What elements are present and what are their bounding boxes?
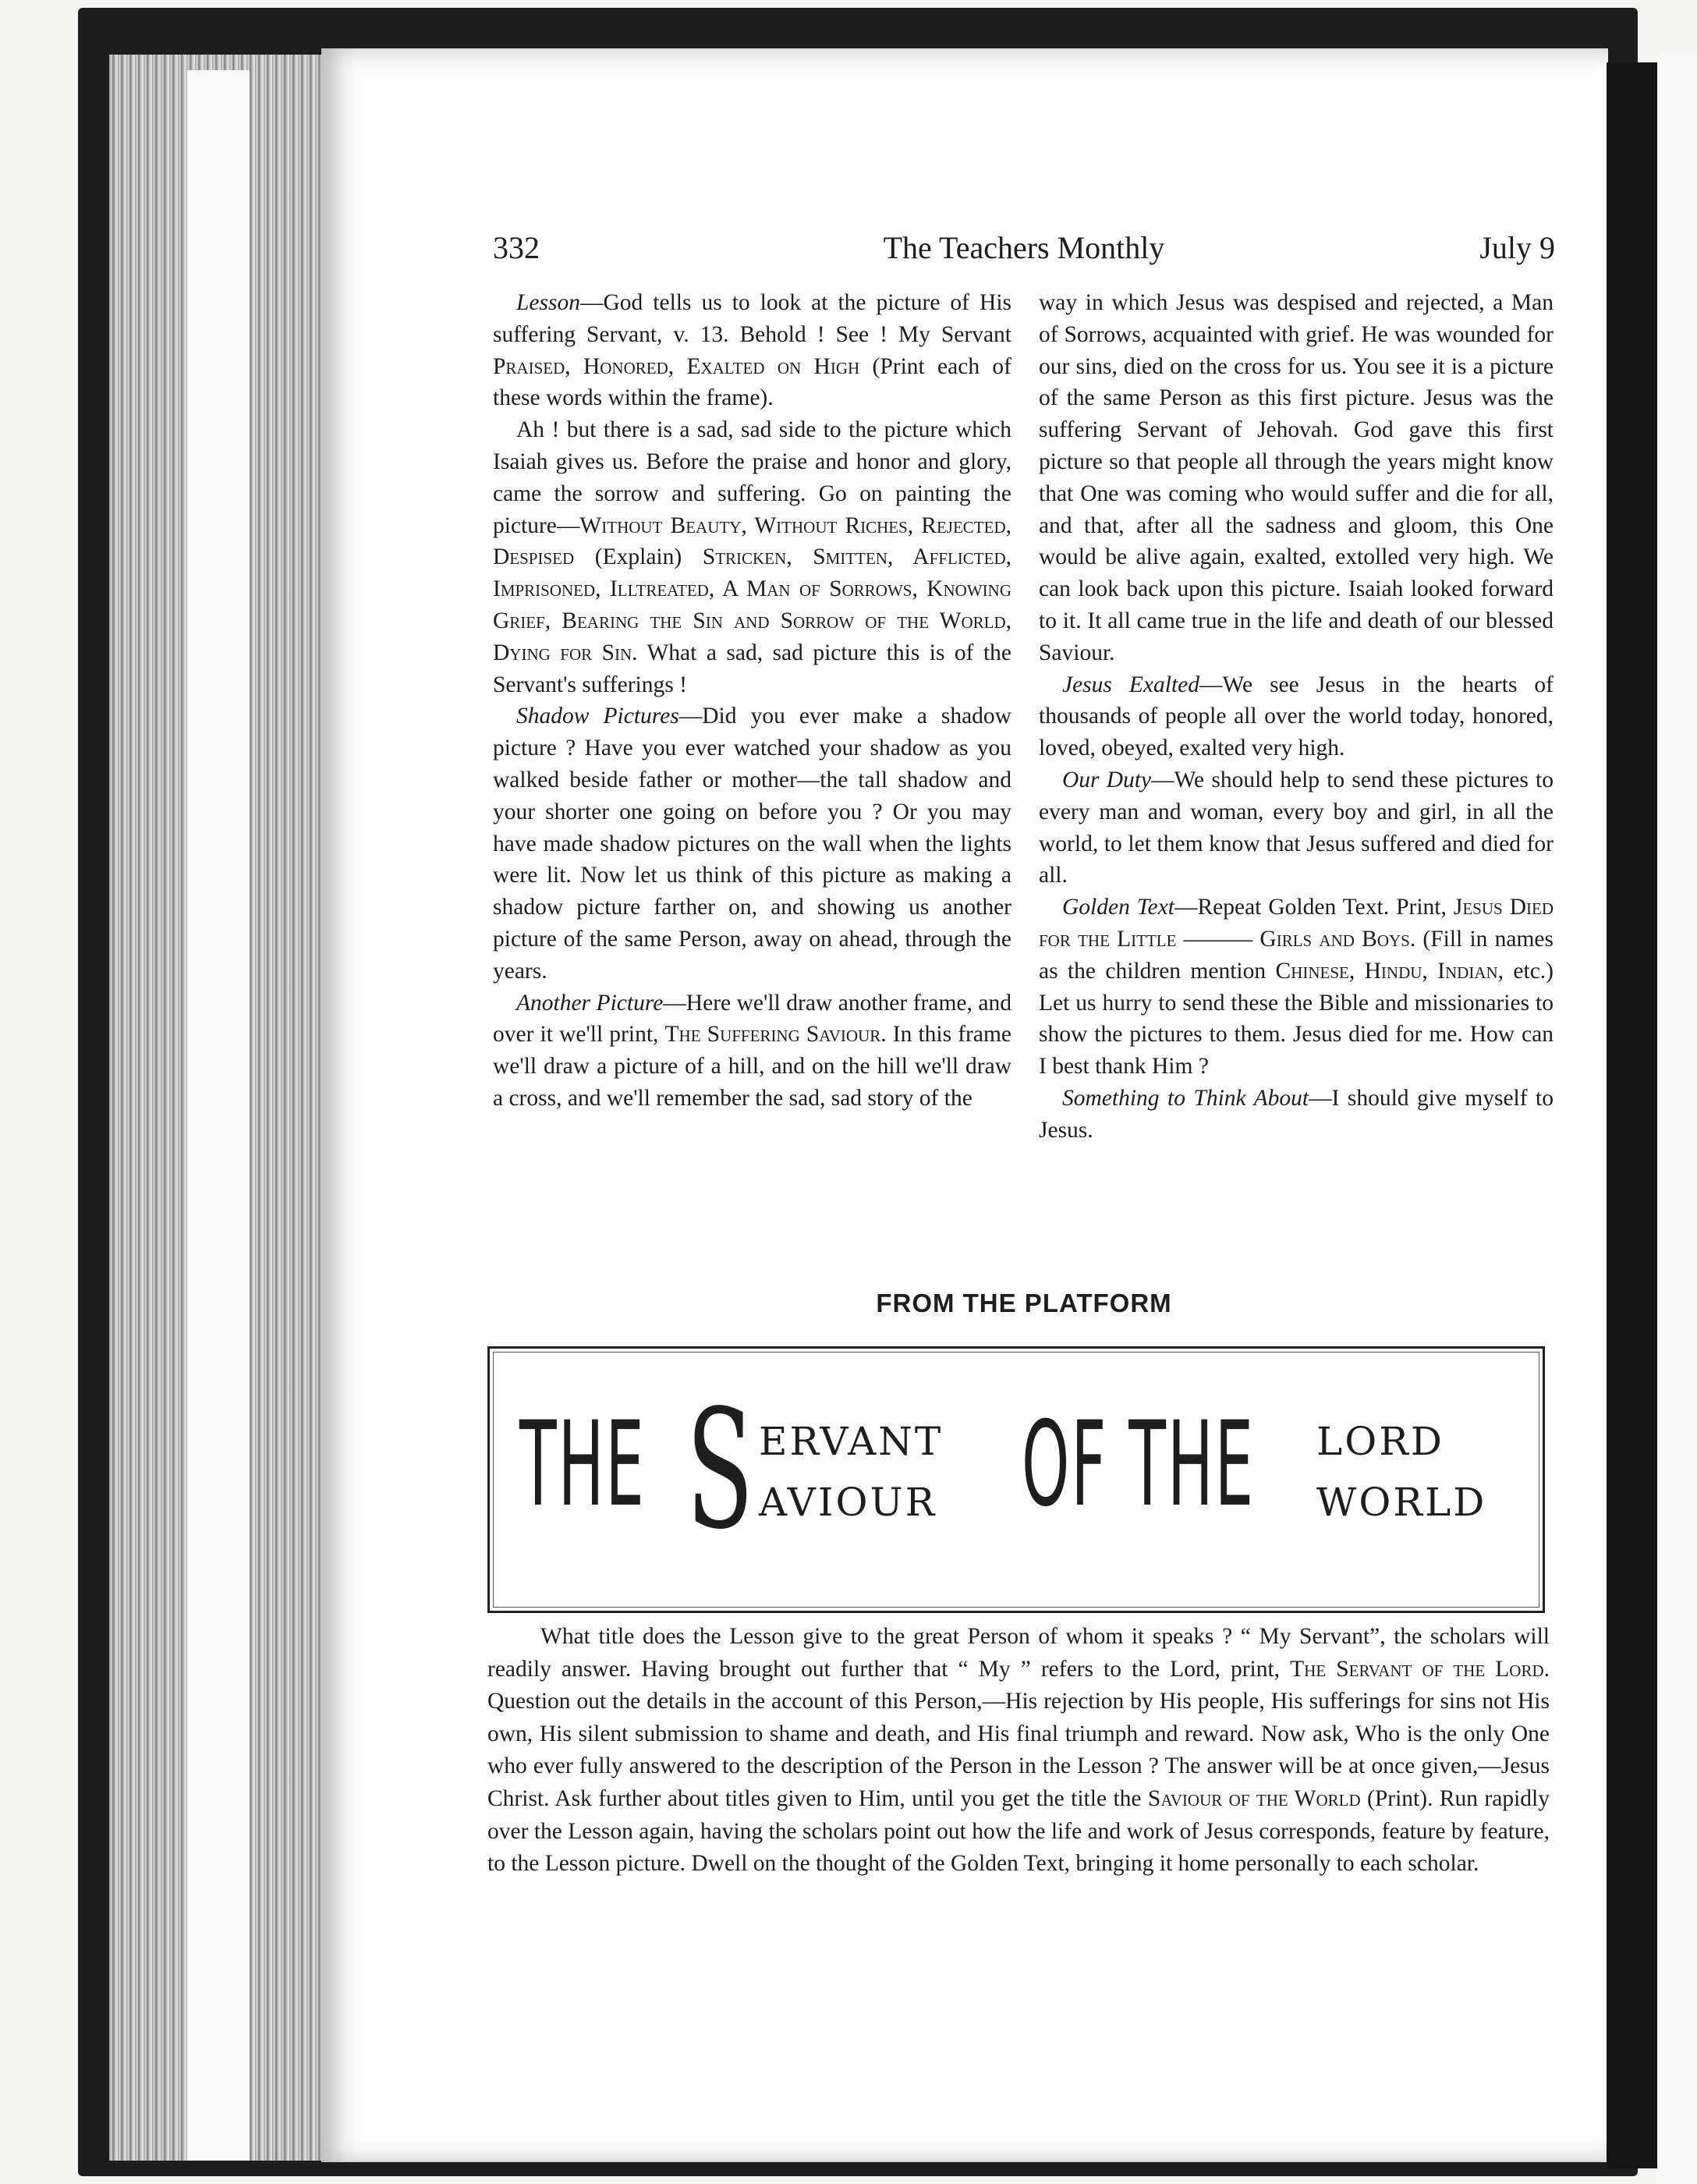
body-text: —God tells us to look at the picture of His suffering Servant, v. 13. Behold ! See ! My Servant [493, 290, 1011, 347]
body-text: (Fill in names as the children mention [1039, 926, 1554, 984]
blackboard-diagram [487, 1346, 1545, 1613]
small-caps-text: Stricken, Smitten, Afflicted, Imprisoned, Illtreated, A Man of Sorrows, Knowing Grief, Bearing the Sin and Sorrow of the World, Dying for Sin. [493, 544, 1011, 665]
board-word-world: WORLD [1316, 1480, 1487, 1525]
paragraph-sad-side [493, 414, 1011, 700]
body-text: (Print each of these words within the frame). [493, 353, 1011, 411]
right-column [1039, 287, 1554, 1147]
paragraph-shadow-pictures [493, 700, 1011, 987]
small-caps-text: Chinese, Hindu, Indian, [1275, 958, 1504, 984]
small-caps-text: Girls and Boys. [1259, 926, 1416, 952]
small-caps-text: The Servant of the Lord. [1290, 1656, 1550, 1682]
body-text: In this frame we'll draw a picture of a hill, and on the hill we'll draw a cross, and we'll remember the sad, sad story of the [493, 1022, 1012, 1111]
platform-paragraph [487, 1621, 1550, 1881]
small-caps-text: Praised, Honored, Exalted on High [493, 353, 860, 379]
run-in-heading: Something to Think About [1062, 1085, 1309, 1111]
page-edge-highlight [187, 70, 250, 2161]
book-gutter [1607, 62, 1661, 2168]
section-heading: FROM THE PLATFORM [876, 1289, 1172, 1317]
run-in-heading: Another Picture [516, 990, 664, 1016]
body-text: What title does the Lesson give to the great Person of whom it speaks ? “ My Servant”, the scholars will readily answer. Having brought out further that “ My ” refers to the Lord, print, [487, 1624, 1550, 1682]
body-text: (Explain) [574, 544, 703, 570]
platform-text [487, 1621, 1550, 1881]
facing-page-edge [1657, 55, 1697, 2184]
paragraph-another-picture [493, 987, 1011, 1115]
body-text: etc.) Let us hurry to send these the Bible and missionaries to show the pictures to them. Jesus died for me. How can I best thank Him ? [1039, 958, 1554, 1080]
small-caps-text: Saviour of the World [1147, 1785, 1361, 1811]
board-word-of-the: OF THE [1022, 1397, 1256, 1533]
journal-title: The Teachers Monthly [883, 230, 1165, 265]
board-word-lord: LORD [1316, 1419, 1444, 1464]
paragraph-continuation [1039, 287, 1554, 669]
paragraph-think-about [1039, 1083, 1554, 1147]
body-text: (Print). Run rapidly over the Lesson again, having the scholars point out how the life and work of Jesus corresponds, feature by feature, to the Lesson picture. Dwell on the thought of the Golden Text, bringing it home personally to each scholar. [487, 1785, 1550, 1877]
body-text: Question out the details in the account of this Person,—His rejection by His people, His sufferings for sins not His own, His silent submission to shame and death, and His final triumph and reward. Now ask, Who is the only One who ever fully answered to the description of the Person in the Lesson ? The answer will be at once given,—Jesus Christ. Ask further about titles given to Him, until you get the title the [487, 1689, 1550, 1811]
body-text: way in which Jesus was despised and rejected, a Man of Sorrows, acquainted with grief. He was wounded for our sins, died on the cross for us. You see it is a picture of the same Person as this first picture. Jesus was the suffering Servant of Jehovah. God gave this first picture so that people all through the years might know that One was coming who would suffer and die for all, and that, after all the sadness and gloom, this One would be alive again, exalted, extolled very high. We can look back upon this picture. Isaiah looked forward to it. It all came true in the life and death of our blessed Saviour. [1039, 290, 1554, 665]
body-text: Ah ! but there is a sad, sad side to the picture which Isaiah gives us. Before the praise and honor and glory, came the sorrow and suffering. Go on painting the picture— [493, 417, 1011, 538]
paragraph-golden-text [1039, 892, 1554, 1083]
board-word-the: THE [519, 1397, 646, 1533]
left-column [493, 287, 1011, 1115]
run-in-heading: Jesus Exalted [1062, 672, 1199, 697]
body-text: —Repeat Golden Text. Print, [1174, 895, 1454, 920]
board-initial-s: S [686, 1374, 754, 1565]
paragraph-our-duty [1039, 764, 1554, 892]
small-caps-text: Jesus Died for the Little [1039, 895, 1554, 952]
run-in-heading: Lesson [516, 290, 580, 315]
lesson-date: July 9 [1479, 230, 1555, 265]
body-text: —I should give myself to Jesus. [1039, 1085, 1554, 1143]
small-caps-text: Without Beauty, Without Riches, Rejected, Despised [493, 512, 1011, 570]
page-number: 332 [493, 230, 540, 265]
body-text: —We should help to send these pictures to every man and woman, every boy and girl, in all the world, to let them know that Jesus suffered and died for all. [1039, 767, 1554, 888]
body-text: —Here we'll draw another frame, and over it we'll print, [493, 990, 1011, 1048]
run-in-heading: Shadow Pictures [516, 704, 679, 729]
body-text: —We see Jesus in the hearts of thousands of people all over the world today, honored, loved, obeyed, exalted very high. [1039, 672, 1554, 761]
board-word-ervant: ERVANT [759, 1419, 944, 1464]
body-text: What a sad, sad picture this is of the Servant's sufferings ! [493, 640, 1012, 697]
paragraph-jesus-exalted [1039, 669, 1554, 764]
paragraph-lesson [493, 287, 1011, 414]
board-word-aviour: AVIOUR [759, 1480, 937, 1525]
body-text: —Did you ever make a shadow picture ? Have you ever watched your shadow as you walked beside father or mother—the tall shadow and your shorter one going on before you ? Or you may have made shadow pictures on the wall when the lights were lit. Now let us think of this picture as making a shadow picture farther on, and showing us another picture of the same Person, away on ahead, through the years. [493, 704, 1011, 984]
running-head [493, 225, 1555, 271]
body-text: ——— [1176, 926, 1260, 952]
small-caps-text: The Suffering Saviour. [664, 1022, 887, 1048]
run-in-heading: Golden Text [1062, 895, 1174, 920]
run-in-heading: Our Duty [1062, 767, 1152, 792]
